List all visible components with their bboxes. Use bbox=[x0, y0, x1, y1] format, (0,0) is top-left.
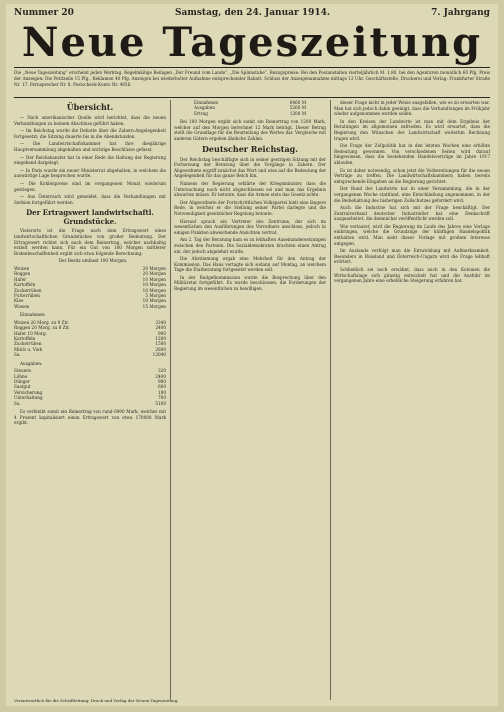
overview-item: — Nach amerikanischer Quelle wird berichtet, dass die neuen Verhandlungen zu keinem Abschluss geführt haben. bbox=[14, 115, 166, 126]
table-row: Kartoffeln 10 Morgen bbox=[14, 282, 166, 288]
table-row: Futterrüben 5 Morgen bbox=[14, 292, 166, 298]
table-row: Löhne 2400 bbox=[14, 373, 166, 379]
column-divider bbox=[170, 100, 171, 700]
article-paragraph: Hierauf sprach ein Vertreter des Zentrums, der sich im wesentlichen den Ausführungen des Vorredners anschloss, jedoch in einigen Punkten abweichende Ansichten vertrat. bbox=[174, 218, 326, 235]
table-row: Ausgaben 5260 M bbox=[194, 105, 306, 111]
overview-item: — Aus Österreich wird gemeldet, dass die Verhandlungen mit Serbien fortgeführt werden. bbox=[14, 194, 166, 205]
issue-header bbox=[14, 6, 490, 20]
column-3 bbox=[334, 100, 490, 696]
table-row: Versicherung 180 bbox=[14, 389, 166, 395]
column-divider bbox=[330, 100, 331, 700]
overview-item: — Die Kohlenpreise sind im vergangenen Monat wiederum gestiegen. bbox=[14, 180, 166, 192]
table-row: Sa. 5100 bbox=[14, 400, 166, 406]
article-text: Bei 100 Morgen ergibt sich somit ein Reinertrag von 1200 Mark, welcher auf den Morgen berechnet 12 Mark beträgt. Dieser Betrag stellt die Grundlage für die Beurteilung des Wertes dar. Vergleiche mit anderen Gütern ergeben ähnliche Zahlen. bbox=[174, 119, 326, 141]
table-row: Roggen 20 Morg. zu 8 Ztr. 2400 bbox=[14, 325, 166, 331]
issue-volume: 7. Jahrgang bbox=[431, 8, 490, 18]
article-paragraph: Der Reichstag beschäftigte sich in seiner gestrigen Sitzung mit der Fortsetzung der Beratung über die Vorgänge in Zabern. Der Abgeordnete ergriff zunächst das Wort und wies auf die Bedeutung der Angelegenheit für das ganze Reich hin. bbox=[174, 156, 326, 179]
article-paragraph: Der Abgeordnete der Fortschrittlichen Volkspartei hielt eine längere Rede, in welcher er die Stellung seiner Partei darlegte und die Notwendigkeit gesetzlicher Regelung betonte. bbox=[174, 199, 326, 216]
table-row: Hafer 10 Morgen bbox=[14, 276, 166, 282]
table-row: Weizen 20 Morgen bbox=[14, 265, 166, 271]
table-row: Sa. 12040 bbox=[14, 352, 166, 358]
article-paragraph: Es ist daher notwendig, schon jetzt die Vorbereitungen für die neuen Verträge zu treffen. Die Landwirtschaftskammern haben bereits entsprechende Eingaben an die Regierung gerichtet. bbox=[334, 167, 490, 184]
article-paragraph: Wie verlautet, wird die Regierung im Laufe des Jahres eine Vorlage einbringen, welche die Grundzüge der künftigen Handelspolitik enthalten wird. Man sieht dieser Vorlage mit großem Interesse entgegen. bbox=[334, 223, 490, 246]
article-paragraph: In den Kreisen der Landwirte ist man mit dem Ergebnis der Beratungen im allgemeinen zufrieden. Es wird erwartet, dass die Regierung den Wünschen der Landwirtschaft weiterhin Rechnung tragen wird. bbox=[334, 118, 490, 141]
crop-table bbox=[14, 266, 166, 309]
article-paragraph: Am 2. Tag der Beratung kam es zu lebhaften Auseinandersetzungen zwischen den Parteien. Die Sozialdemokraten brachten einen Antrag ein, der jedoch abgelehnt wurde. bbox=[174, 237, 326, 254]
overview-item: — Im Reichstag wurde die Debatte über die Zabern-Angelegenheit fortgesetzt; die Sitzung dauerte bis in die Abendstunden. bbox=[14, 128, 166, 139]
article-paragraph: Schließlich sei noch erwähnt, dass auch in den Kolonien die Wirtschaftslage sich günstig entwickelt hat und die Ausfuhr im vergangenen Jahre eine erhebliche Steigerung erfahren hat. bbox=[334, 267, 490, 284]
article-text: Es verbleibt somit ein Reinertrag von rund 6900 Mark, welcher mit 4 Prozent kapitalisiert einen Ertragswert von etwa 170000 Mark ergibt. bbox=[14, 409, 166, 426]
article-paragraph: Der Bund der Landwirte hat in einer Versammlung, die in der vergangenen Woche stattfand, eine Entschließung angenommen, in der die Beibehaltung des bisherigen Zollschutzes gefordert wird. bbox=[334, 186, 490, 203]
article-paragraph: Namens der Regierung erklärte der Kriegsminister, dass die Untersuchung noch nicht abgeschlossen sei und man das Ergebnis abwarten müsse. Er betonte, dass die Armee stets das Gesetz achte. bbox=[174, 180, 326, 198]
column-1 bbox=[14, 100, 166, 696]
issue-date: Samstag, den 24. Januar 1914. bbox=[175, 8, 331, 18]
table-row: Weizen 20 Morg. zu 9 Ztr. 3240 bbox=[14, 319, 166, 325]
table-row: Ertrag 1200 M bbox=[194, 110, 306, 116]
expense-table bbox=[14, 368, 166, 406]
summary-table bbox=[174, 100, 326, 116]
article-paragraph: Auch die Industrie hat sich mit der Frage beschäftigt. Der Zentralverband deutscher Industrieller hat eine Denkschrift ausgearbeitet, die demnächst veröffentlicht werden soll. bbox=[334, 205, 490, 222]
table-row: Steuern 320 bbox=[14, 368, 166, 374]
article-paragraph: dieser Frage nicht in jeder Weise ausgefallen, wie es zu erwarten war. Man hat sich jedoch dahin geeinigt, dass die Verhandlungen im Frühjahr wieder aufgenommen werden sollen. bbox=[334, 100, 490, 117]
subscription-info: Die „Neue Tageszeitung“ erscheint jeden Werktag. Regelmäßige Beilagen „Der Freund vom Lande“, „Die Spinnstube“. Bezugspreise: Bei den Postanstalten vierteljährlich M. 1,80, bei den Agenturen monatlich 60 Pfg. Preis der Anzeigen: Die Petitzeile 15 Pfg., Reklamen 40 Pfg. Anzeigen bei wiederholter Aufnahme entsprechender Rabatt. Schluss der Anzeigenannahme mittags 12 Uhr. Geschäftsstelle, Druckerei und Verlag: Frankfurter Straße Nr. 17. Fernsprecher Nr. 8. Postscheck-Konto Nr. 4856. bbox=[14, 70, 490, 87]
table-row: Dünger 900 bbox=[14, 378, 166, 384]
footer-text: Verantwortlich für die Schriftleitung: Druck und Verlag der Neuen Tageszeitung. bbox=[14, 698, 179, 703]
table-row: Hafer 10 Morg. 900 bbox=[14, 330, 166, 336]
overview-item: — In Paris wurde ein neuer Ministerrat abgehalten, in welchem die auswärtige Lage besprochen wurde. bbox=[14, 167, 166, 179]
table-row: Saatgut 600 bbox=[14, 384, 166, 390]
article-heading: Der Ertragswert landwirtschaftl. Grundstücke. bbox=[26, 208, 154, 227]
article-paragraph: Die Frage der Zollpolitik hat in den letzten Wochen eine erhöhte Bedeutung gewonnen. Von verschiedenen Seiten wird darauf hingewiesen, dass die bestehenden Handelsverträge im Jahre 1917 ablaufen. bbox=[334, 143, 490, 165]
table-row: Unterhaltung 700 bbox=[14, 395, 166, 401]
overview-heading: Übersicht. bbox=[66, 102, 114, 112]
table-row: Einnahmen 6460 M bbox=[194, 100, 306, 105]
article-text: Vielerorts ist die Frage nach dem Ertragswert eines landwirtschaftlichen Grundstückes von großer Bedeutung. Der Ertragswert richtet sich nach dem Reinertrag, welcher nachhaltig erzielt werden kann. Für ein Gut von 100 Morgen mittlerer Bodenbeschaffenheit ergibt sich etwa folgende Berechnung: bbox=[14, 228, 166, 256]
issue-number: Nummer 20 bbox=[14, 8, 74, 18]
table-label: Ausgaben: bbox=[20, 360, 43, 366]
income-table bbox=[14, 320, 166, 358]
table-row: Klee 10 Morgen bbox=[14, 298, 166, 304]
article-paragraph: In der Budgetkommission wurde die Besprechung über den Militäretat fortgeführt. Es wurde beschlossen, die Forderungen der Regierung im wesentlichen zu bewilligen. bbox=[174, 274, 326, 292]
table-row: Roggen 20 Morgen bbox=[14, 271, 166, 277]
column-2 bbox=[174, 100, 326, 696]
table-row: Zuckerrüben 1500 bbox=[14, 341, 166, 347]
table-row: Kartoffeln 1200 bbox=[14, 335, 166, 341]
article-paragraph: Die Abstimmung ergab eine Mehrheit für den Antrag der Kommission. Das Haus vertagte sich sodann auf Montag, an welchem Tage die Etatberatung fortgesetzt werden soll. bbox=[174, 256, 326, 273]
newspaper-page bbox=[6, 4, 498, 706]
table-row: Milch u. Vieh 2800 bbox=[14, 346, 166, 352]
reichstag-heading: Deutscher Reichstag. bbox=[201, 143, 299, 154]
article-paragraph: Im Auslande verfolgt man die Entwicklung mit Aufmerksamkeit. Besonders in Russland und Österreich-Ungarn wird die Frage lebhaft erörtert. bbox=[334, 248, 490, 265]
overview-item: — Die Landwirtschaftskammer hat ihre diesjährige Hauptversammlung abgehalten und wichtige Beschlüsse gefasst. bbox=[14, 141, 166, 152]
table-label: Der Besitz umfasst 100 Morgen. bbox=[58, 258, 128, 264]
table-row: Wiesen 15 Morgen bbox=[14, 303, 166, 309]
table-label: Einnahmen: bbox=[20, 312, 46, 318]
header-rule bbox=[14, 97, 490, 98]
masthead-rule bbox=[14, 67, 490, 68]
masthead-title: Neue Tageszeitung bbox=[21, 19, 483, 66]
overview-item: — Der Reichskanzler hat in einer Rede die Haltung der Regierung eingehend dargelegt. bbox=[14, 154, 166, 166]
table-row: Zuckerrüben 10 Morgen bbox=[14, 287, 166, 293]
